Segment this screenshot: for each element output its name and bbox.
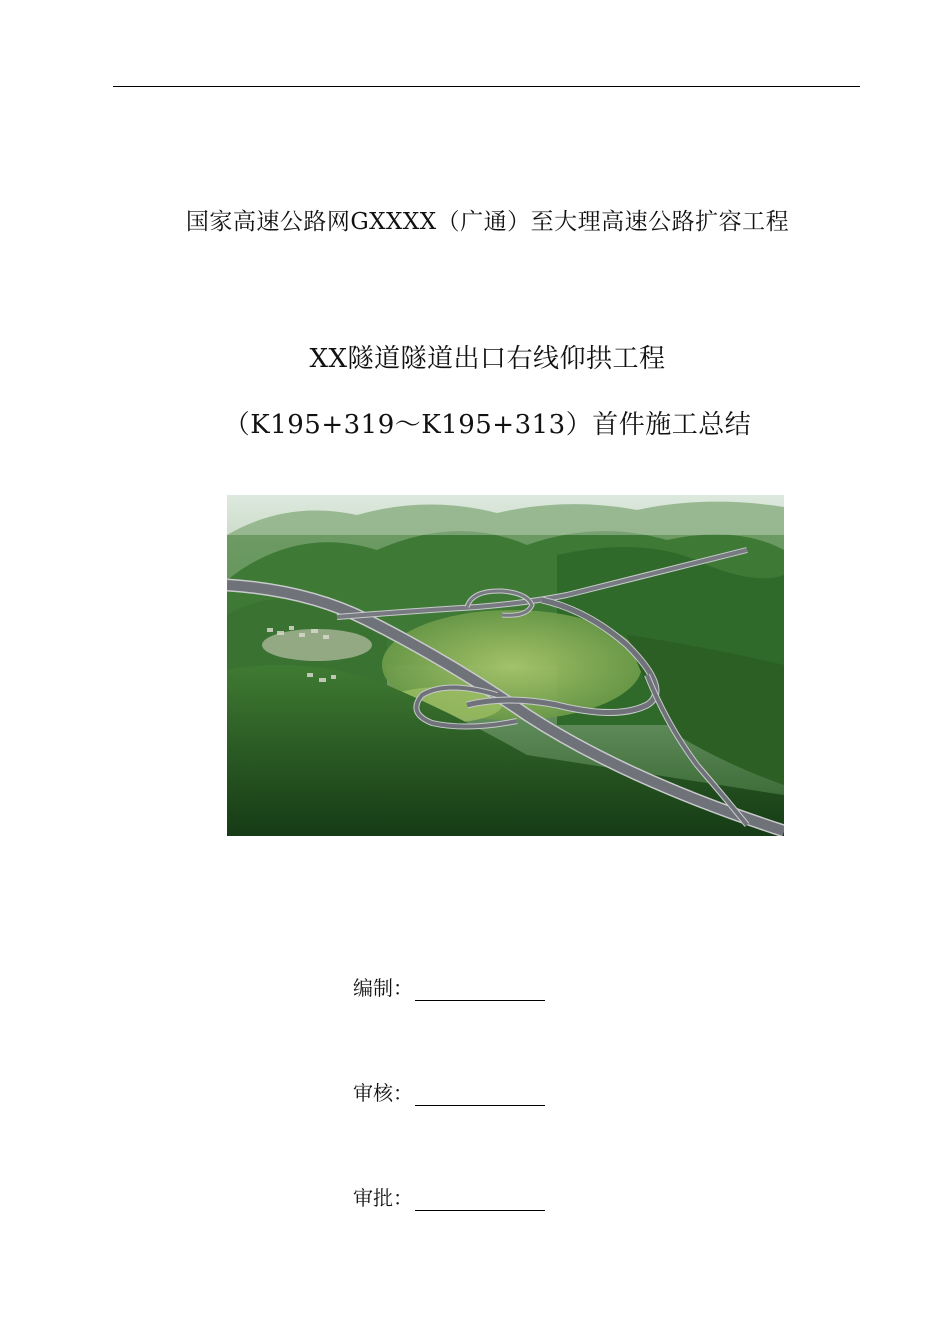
compiled-by-field xyxy=(353,972,545,1001)
reviewed-by-label: 审核： xyxy=(353,1081,413,1105)
reviewed-by-field xyxy=(353,1077,545,1106)
approved-by-signature-line xyxy=(415,1188,545,1211)
document-title-line-1: XX隧道隧道出口右线仰拱工程 xyxy=(309,344,666,374)
reviewed-by-signature-line xyxy=(415,1083,545,1106)
cover-image-highway-interchange xyxy=(227,495,784,836)
approved-by-field xyxy=(353,1182,545,1211)
compiled-by-signature-line xyxy=(415,978,545,1001)
compiled-by-label: 编制： xyxy=(353,976,413,1000)
document-title-line-2: （K195+319～K195+313）首件施工总结 xyxy=(223,410,752,440)
approved-by-label: 审批： xyxy=(353,1186,413,1210)
project-title: 国家高速公路网GXXXX（广通）至大理高速公路扩容工程 xyxy=(185,209,790,235)
header-rule xyxy=(113,86,860,87)
